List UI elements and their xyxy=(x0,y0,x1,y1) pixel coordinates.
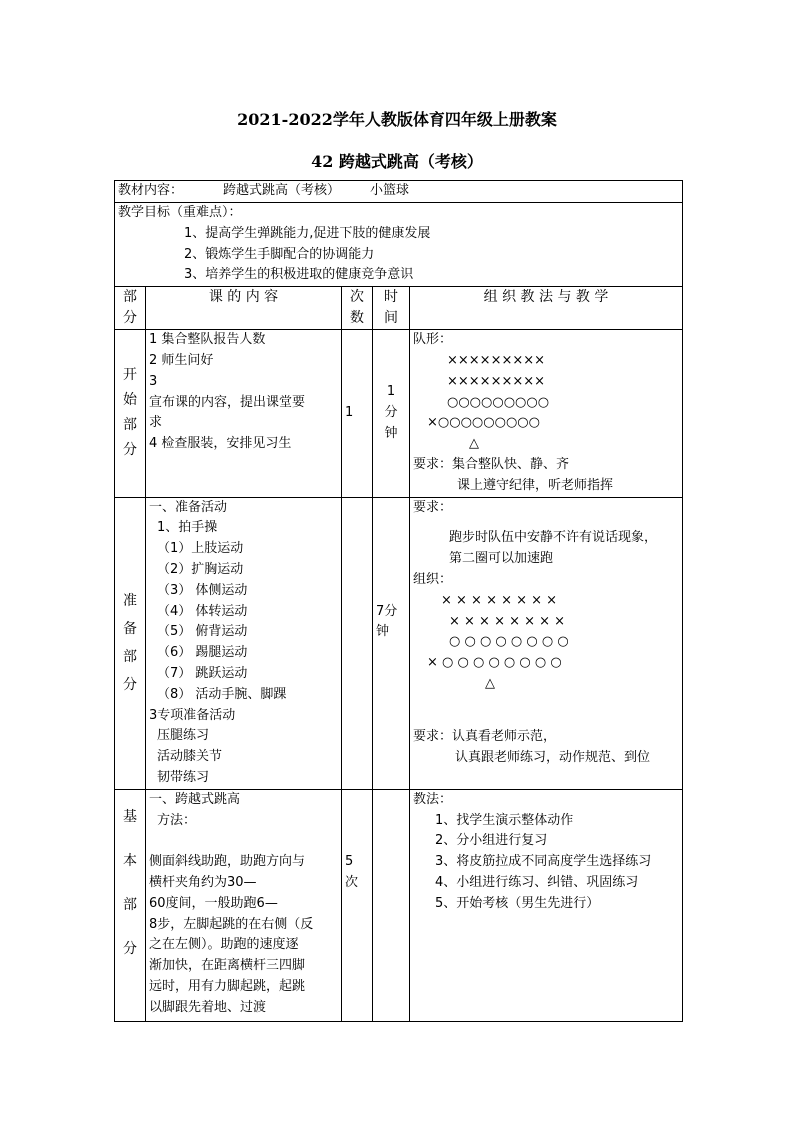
content-line: （8） 活动手腕、脚踝 xyxy=(157,686,287,702)
section-part-label: 基 本 部 分 xyxy=(115,789,146,1021)
requirement-label: 要求： xyxy=(413,499,453,515)
section-duration xyxy=(373,789,410,1021)
section-part-label: 准 备 部 分 xyxy=(115,497,146,789)
section-method xyxy=(410,789,683,1021)
content-line: 压腿练习 xyxy=(157,728,210,744)
section-content xyxy=(146,789,342,1021)
content-line: 一、准备活动 xyxy=(149,499,228,515)
content-line: 以脚跟先着地、过渡 xyxy=(149,999,267,1015)
content-line: 渐加快，在距离横杆三四脚 xyxy=(149,958,306,974)
requirement-line: 课上遵守纪律，听老师指挥 xyxy=(457,477,614,493)
content-line: 1 集合整队报告人数 xyxy=(149,332,266,348)
section-content xyxy=(146,497,342,789)
section-opening xyxy=(115,330,683,497)
objectives-row xyxy=(115,203,683,287)
section-content xyxy=(146,330,342,497)
section-preparation xyxy=(115,497,683,789)
requirement-line: 认真跟老师练习，动作规范、到位 xyxy=(455,749,651,765)
content-spacer xyxy=(149,831,338,852)
section-method xyxy=(410,330,683,497)
content-line: 宣布课的内容，提出课堂要 xyxy=(149,394,306,410)
requirement-line: 第二圈可以加速跑 xyxy=(449,551,554,567)
header-times: 次 数 xyxy=(342,287,373,330)
lesson-plan-table xyxy=(114,180,683,1022)
method-step: 1、找学生演示整体动作 xyxy=(435,812,574,828)
section-basic xyxy=(115,789,683,1021)
content-line: 求 xyxy=(149,415,163,431)
content-line: （3） 体侧运动 xyxy=(157,582,248,598)
formation-label: 队形： xyxy=(413,332,453,348)
content-line: （6） 踢腿运动 xyxy=(157,645,248,661)
content-line: 一、跨越式跳高 xyxy=(149,791,241,807)
header-part: 部 分 xyxy=(115,287,146,330)
content-line: 侧面斜线助跑，助跑方向与 xyxy=(149,854,306,870)
header-duration: 时 间 xyxy=(373,287,410,330)
objective-item: 2、锻炼学生手脚配合的协调能力 xyxy=(184,246,375,262)
content-line: 远时，用有力脚起跳，起跳 xyxy=(149,978,306,994)
content-line: （7） 跳跃运动 xyxy=(157,665,248,681)
content-line: 之在左侧）。助跑的速度逐 xyxy=(149,937,299,953)
requirement-line: 要求：集合整队快、静、齐 xyxy=(413,456,570,472)
section-duration: 7分 钟 xyxy=(373,497,410,789)
content-line: 韧带练习 xyxy=(157,769,210,785)
section-method xyxy=(410,497,683,789)
content-line: 方法： xyxy=(157,812,197,828)
method-step: 4、小组进行练习、纠错、巩固练习 xyxy=(435,874,639,890)
material-cell xyxy=(115,181,683,203)
requirement-line: 跑步时队伍中安静不许有说话现象， xyxy=(449,530,658,546)
formation-row: × × × × × × × × xyxy=(449,613,566,629)
organization-label: 组织： xyxy=(413,571,453,587)
section-duration: 1 分 钟 xyxy=(373,330,410,497)
formation-row: × ○ ○ ○ ○ ○ ○ ○ ○ xyxy=(427,655,562,671)
content-line: 横杆夹角约为30— xyxy=(149,874,257,890)
content-line: 60度间，一般助跑6— xyxy=(149,895,278,911)
objective-item: 1、提高学生弹跳能力,促进下肢的健康发展 xyxy=(184,225,431,241)
content-line: （1）上肢运动 xyxy=(157,541,244,557)
formation-row: ○ ○ ○ ○ ○ ○ ○ ○ xyxy=(449,634,569,650)
content-line: 3专项准备活动 xyxy=(149,707,236,723)
lesson-title: 42 跨越式跳高（考核） xyxy=(311,152,483,171)
teacher-marker: △ xyxy=(469,436,479,452)
header-method: 组 织 教 法 与 教 学 xyxy=(410,287,683,330)
method-step: 2、分小组进行复习 xyxy=(435,833,548,849)
section-part-label: 开 始 部 分 xyxy=(115,330,146,497)
formation-row: ××××××××× xyxy=(447,373,546,389)
material-item-basketball: 小篮球 xyxy=(370,183,410,198)
section-times xyxy=(342,497,373,789)
document-title: 2021-2022学年人教版体育四年级上册教案 xyxy=(237,110,557,129)
objective-item: 3、培养学生的积极进取的健康竞争意识 xyxy=(184,267,414,283)
content-line: 8步，左脚起跳的在右侧（反 xyxy=(149,916,314,932)
content-line: 3 xyxy=(149,373,158,389)
teacher-marker: △ xyxy=(485,675,495,691)
content-line: （5） 俯背运动 xyxy=(157,624,248,640)
objectives-label: 教学目标（重难点）： xyxy=(118,205,242,220)
material-label: 教材内容： xyxy=(118,183,184,198)
formation-row: × × × × × × × × xyxy=(441,592,558,608)
header-row xyxy=(115,287,683,330)
method-step: 3、将皮筋拉成不同高度学生选择练习 xyxy=(435,854,652,870)
method-label: 教法： xyxy=(413,791,453,807)
objectives-cell xyxy=(115,203,683,287)
content-line: 2 师生问好 xyxy=(149,352,214,368)
content-line: （2）扩胸运动 xyxy=(157,561,244,577)
formation-row: ××××××××× xyxy=(447,352,546,368)
formation-row: ○○○○○○○○○ xyxy=(447,394,550,410)
content-line: 4 检查服装，安排见习生 xyxy=(149,436,292,452)
content-line: 1、拍手操 xyxy=(157,520,218,536)
content-line: （4） 体转运动 xyxy=(157,603,248,619)
section-times: 1 xyxy=(342,330,373,497)
formation-row: ×○○○○○○○○○ xyxy=(427,415,540,431)
material-row xyxy=(115,181,683,203)
material-item-high-jump: 跨越式跳高（考核） xyxy=(223,183,341,198)
section-times: 5 次 xyxy=(342,789,373,1021)
method-step: 5、开始考核（男生先进行） xyxy=(435,895,600,911)
header-content: 课 的 内 容 xyxy=(146,287,342,330)
requirement-line: 要求：认真看老师示范， xyxy=(413,728,557,744)
content-line: 活动膝关节 xyxy=(157,749,223,765)
